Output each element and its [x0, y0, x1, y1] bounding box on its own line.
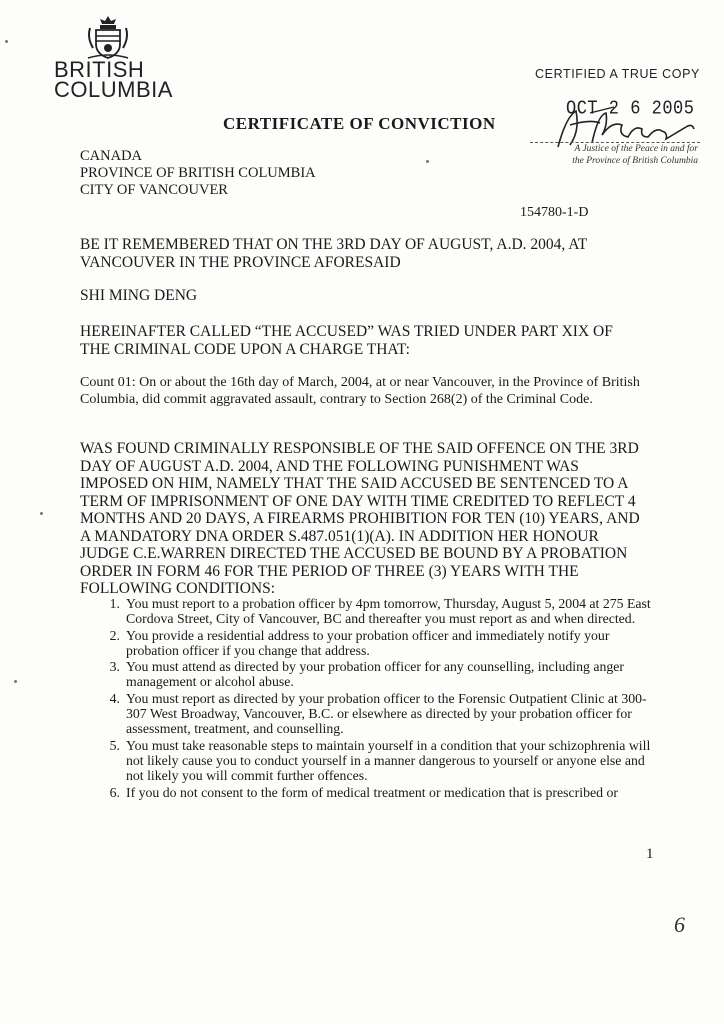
list-item-number: 6.: [109, 784, 120, 800]
count-paragraph: Count 01: On or about the 16th day of March, 2004, at or near Vancouver, in the Province of British Columbia, did commit aggravated assault, contrary to Section 268(2) of the Criminal Code.: [80, 375, 640, 407]
list-item-number: 2.: [109, 627, 120, 643]
jurisdiction-city: CITY OF VANCOUVER: [80, 182, 228, 198]
list-item-number: 5.: [109, 737, 120, 753]
scan-speck: [5, 40, 8, 43]
list-item-number: 4.: [109, 690, 120, 706]
logo-line1: BRITISH: [54, 57, 145, 82]
remembered-paragraph: BE IT REMEMBERED THAT ON THE 3RD DAY OF AUGUST, A.D. 2004, AT VANCOUVER IN THE PROVINCE AFORESAID: [80, 236, 587, 271]
list-item-text: You must report as directed by your probation officer to the Forensic Outpatient Clinic at 300-307 West Broadway, Vancouver, B.C. or elsewhere as directed by your probation officer for assessment, treatment, and counselling.: [126, 690, 647, 737]
jurisdiction-country: CANADA: [80, 148, 143, 164]
jurisdiction-block: [80, 148, 316, 199]
bc-crest-icon: [86, 14, 130, 62]
page-number: 1: [646, 846, 654, 862]
file-number: 154780-1-D: [520, 205, 589, 220]
stamp-justice-line2: the Province of British Columbia: [572, 156, 698, 166]
list-item-number: 1.: [109, 596, 120, 611]
scan-speck: [426, 160, 429, 163]
list-item-text: You must report to a probation officer by 4pm tomorrow, Thursday, August 5, 2004 at 275 East Cordova Street, City of Vancouver, BC and thereafter you must report as and when directed.: [126, 596, 651, 627]
list-item: [96, 628, 656, 659]
conditions-list: [96, 596, 656, 801]
list-item: [96, 738, 656, 784]
list-item: [96, 785, 656, 800]
list-item: [96, 691, 656, 737]
jurisdiction-province: PROVINCE OF BRITISH COLUMBIA: [80, 165, 316, 181]
list-item-text: If you do not consent to the form of medical treatment or medication that is prescribed or: [126, 784, 618, 800]
list-item-text: You must take reasonable steps to maintain yourself in a condition that your schizophrenia will not likely cause you to conduct yourself in a manner dangerous to yourself or anyone else and not likely you will commit further offences.: [126, 737, 651, 784]
handwritten-mark: 6: [674, 912, 685, 937]
stamp-date: OCT 2 6 2005: [566, 98, 695, 121]
bc-logo: [54, 57, 173, 102]
list-item-number: 3.: [109, 659, 120, 675]
list-item: [96, 659, 656, 690]
list-item-text: You provide a residential address to your probation officer and immediately notify your probation officer if you change that address.: [126, 627, 610, 658]
stamp-justice-line1: A Justice of the Peace in and for: [574, 144, 698, 154]
hereinafter-paragraph: HEREINAFTER CALLED “THE ACCUSED” WAS TRIED UNDER PART XIX OF THE CRIMINAL CODE UPON A CHARGE THAT:: [80, 323, 613, 358]
certified-stamp: CERTIFIED A TRUE COPY: [535, 67, 700, 81]
finding-paragraph: WAS FOUND CRIMINALLY RESPONSIBLE OF THE SAID OFFENCE ON THE 3RD DAY OF AUGUST A.D. 2004, AND THE FOLLOWING PUNISHMENT WAS IMPOSED ON HIM, NAMELY THAT THE SAID ACCUSED BE SENTENCED TO A TERM OF IMPRISONMENT OF ONE DAY WITH TIME CREDITED TO REFLECT 4 MONTHS AND 20 DAYS, A FIREARMS PROHIBITION FOR TEN (10) YEARS, AND A MANDATORY DNA ORDER S.487.051(1)(A). IN ADDITION HER HONOUR JUDGE C.E.WARREN DIRECTED THE ACCUSED BE BOUND BY A PROBATION ORDER IN FORM 46 FOR THE PERIOD OF THREE (3) YEARS WITH THE FOLLOWING CONDITIONS:: [80, 440, 640, 597]
scan-speck: [14, 680, 17, 683]
list-item-text: You must attend as directed by your probation officer for any counselling, including anger management or alcohol abuse.: [126, 659, 624, 690]
document-title: CERTIFICATE OF CONVICTION: [223, 114, 496, 133]
accused-name: SHI MING DENG: [80, 287, 198, 304]
logo-line2: COLUMBIA: [54, 77, 173, 102]
scan-speck: [40, 512, 43, 515]
list-item: [96, 596, 656, 627]
stamp-justice-text: [540, 143, 698, 167]
